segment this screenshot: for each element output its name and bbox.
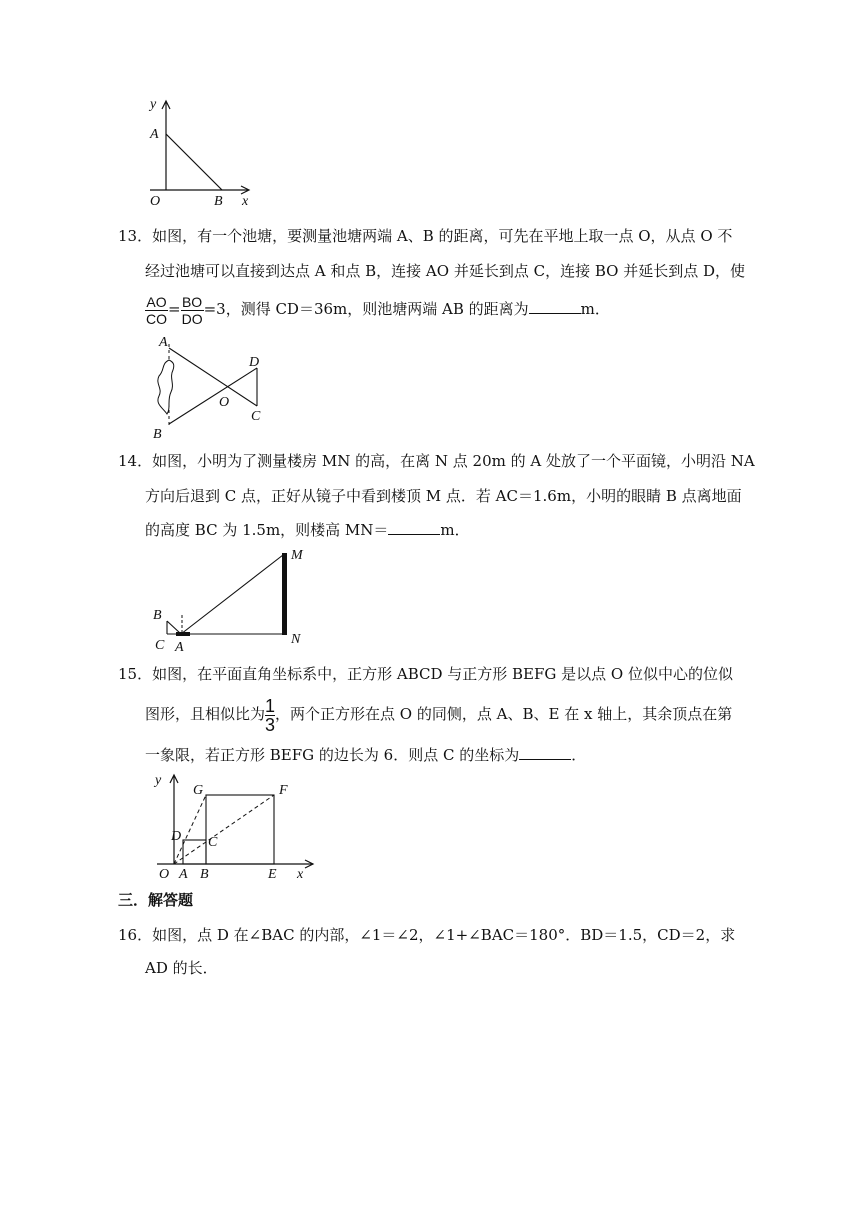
figure-q14: [145, 545, 315, 653]
q13-line-2: 经过池塘可以直接到达点 A 和点 B，连接 AO 并延长到点 C，连接 BO 并延长到点 D，使: [145, 262, 746, 280]
figure-q15: [145, 768, 315, 882]
label-f: F: [279, 783, 288, 798]
label-m: M: [291, 548, 303, 563]
figure-q12: [138, 96, 258, 208]
label-x: x: [297, 867, 304, 882]
q14-line-2: 方向后退到 C 点，正好从镜子中看到楼顶 M 点．若 AC＝1.6m，小明的眼睛 B 点离地面: [145, 487, 742, 505]
label-b: B: [153, 427, 162, 442]
label-g: G: [193, 783, 204, 798]
label-o: O: [159, 867, 170, 882]
label-a: A: [179, 867, 188, 882]
q16-line-1: 16．如图，点 D 在∠BAC 的内部，∠1＝∠2，∠1+∠BAC＝180°．BD＝1.5，CD＝2，求: [118, 926, 736, 944]
answer-blank-q14[interactable]: [388, 520, 440, 535]
q15-line-2: 图形，且相似比为 $\frac{1}{3}$，两个正方形在点 O 的同侧，点 A、B、E 在 x 轴上，其余顶点在第: [145, 695, 733, 735]
label-n: N: [291, 632, 301, 647]
q13-line-3: $\frac{AO}{CO}$ = $\frac{BO}{DO}$ =3，测得 CD＝36m，则池塘两端 AB 的距离为 m．: [146, 293, 610, 327]
label-c: C: [251, 409, 261, 424]
q13-line-1: 13．如图，有一个池塘，要测量池塘两端 A、B 的距离，可先在平地上取一点 O，从点 O 不: [118, 227, 733, 245]
label-y: y: [155, 773, 162, 788]
q16-line-2: AD 的长．: [145, 959, 218, 977]
label-b: B: [153, 608, 162, 623]
label-a: A: [175, 640, 184, 653]
label-d: D: [249, 355, 260, 370]
q15-line-1: 15．如图，在平面直角坐标系中，正方形 ABCD 与正方形 BEFG 是以点 O 位似中心的位似: [118, 665, 733, 683]
answer-blank-q15[interactable]: [519, 745, 571, 760]
fraction-bo-do: $\frac{BO}{DO}$: [181, 293, 203, 327]
mirror: [176, 632, 190, 636]
segment-am: [181, 555, 283, 634]
label-c: C: [155, 638, 165, 653]
q14-line-1: 14．如图，小明为了测量楼房 MN 的高，在离 N 点 20m 的 A 处放了一个平面镜，小明沿 NA: [118, 452, 755, 470]
fraction-ao-co: $\frac{AO}{CO}$: [146, 293, 167, 327]
fraction-one-third: $\frac{1}{3}$: [265, 695, 276, 735]
dashed-of: [174, 795, 274, 864]
label-b: B: [200, 867, 209, 882]
segment-ab: [166, 134, 222, 190]
square-befg: [206, 795, 274, 864]
label-a: A: [159, 335, 168, 350]
building-mn: [282, 553, 287, 635]
label-x: x: [242, 194, 249, 208]
label-d: D: [171, 829, 182, 844]
figure-q13: [145, 334, 275, 444]
label-o: O: [219, 395, 230, 410]
label-y: y: [150, 97, 157, 112]
label-o: O: [150, 194, 161, 208]
label-c: C: [208, 835, 218, 850]
label-b: B: [214, 194, 223, 208]
answer-blank-q13[interactable]: [529, 299, 581, 314]
label-e: E: [268, 867, 277, 882]
pond-outline: [158, 360, 174, 414]
square-abcd: [183, 840, 206, 864]
section-heading: 三．解答题: [118, 891, 194, 909]
label-a: A: [150, 127, 159, 142]
q14-line-3: 的高度 BC 为 1.5m，则楼高 MN＝ m．: [145, 521, 470, 539]
q15-line-3: 一象限，若正方形 BEFG 的边长为 6．则点 C 的坐标为 ．: [145, 746, 587, 764]
